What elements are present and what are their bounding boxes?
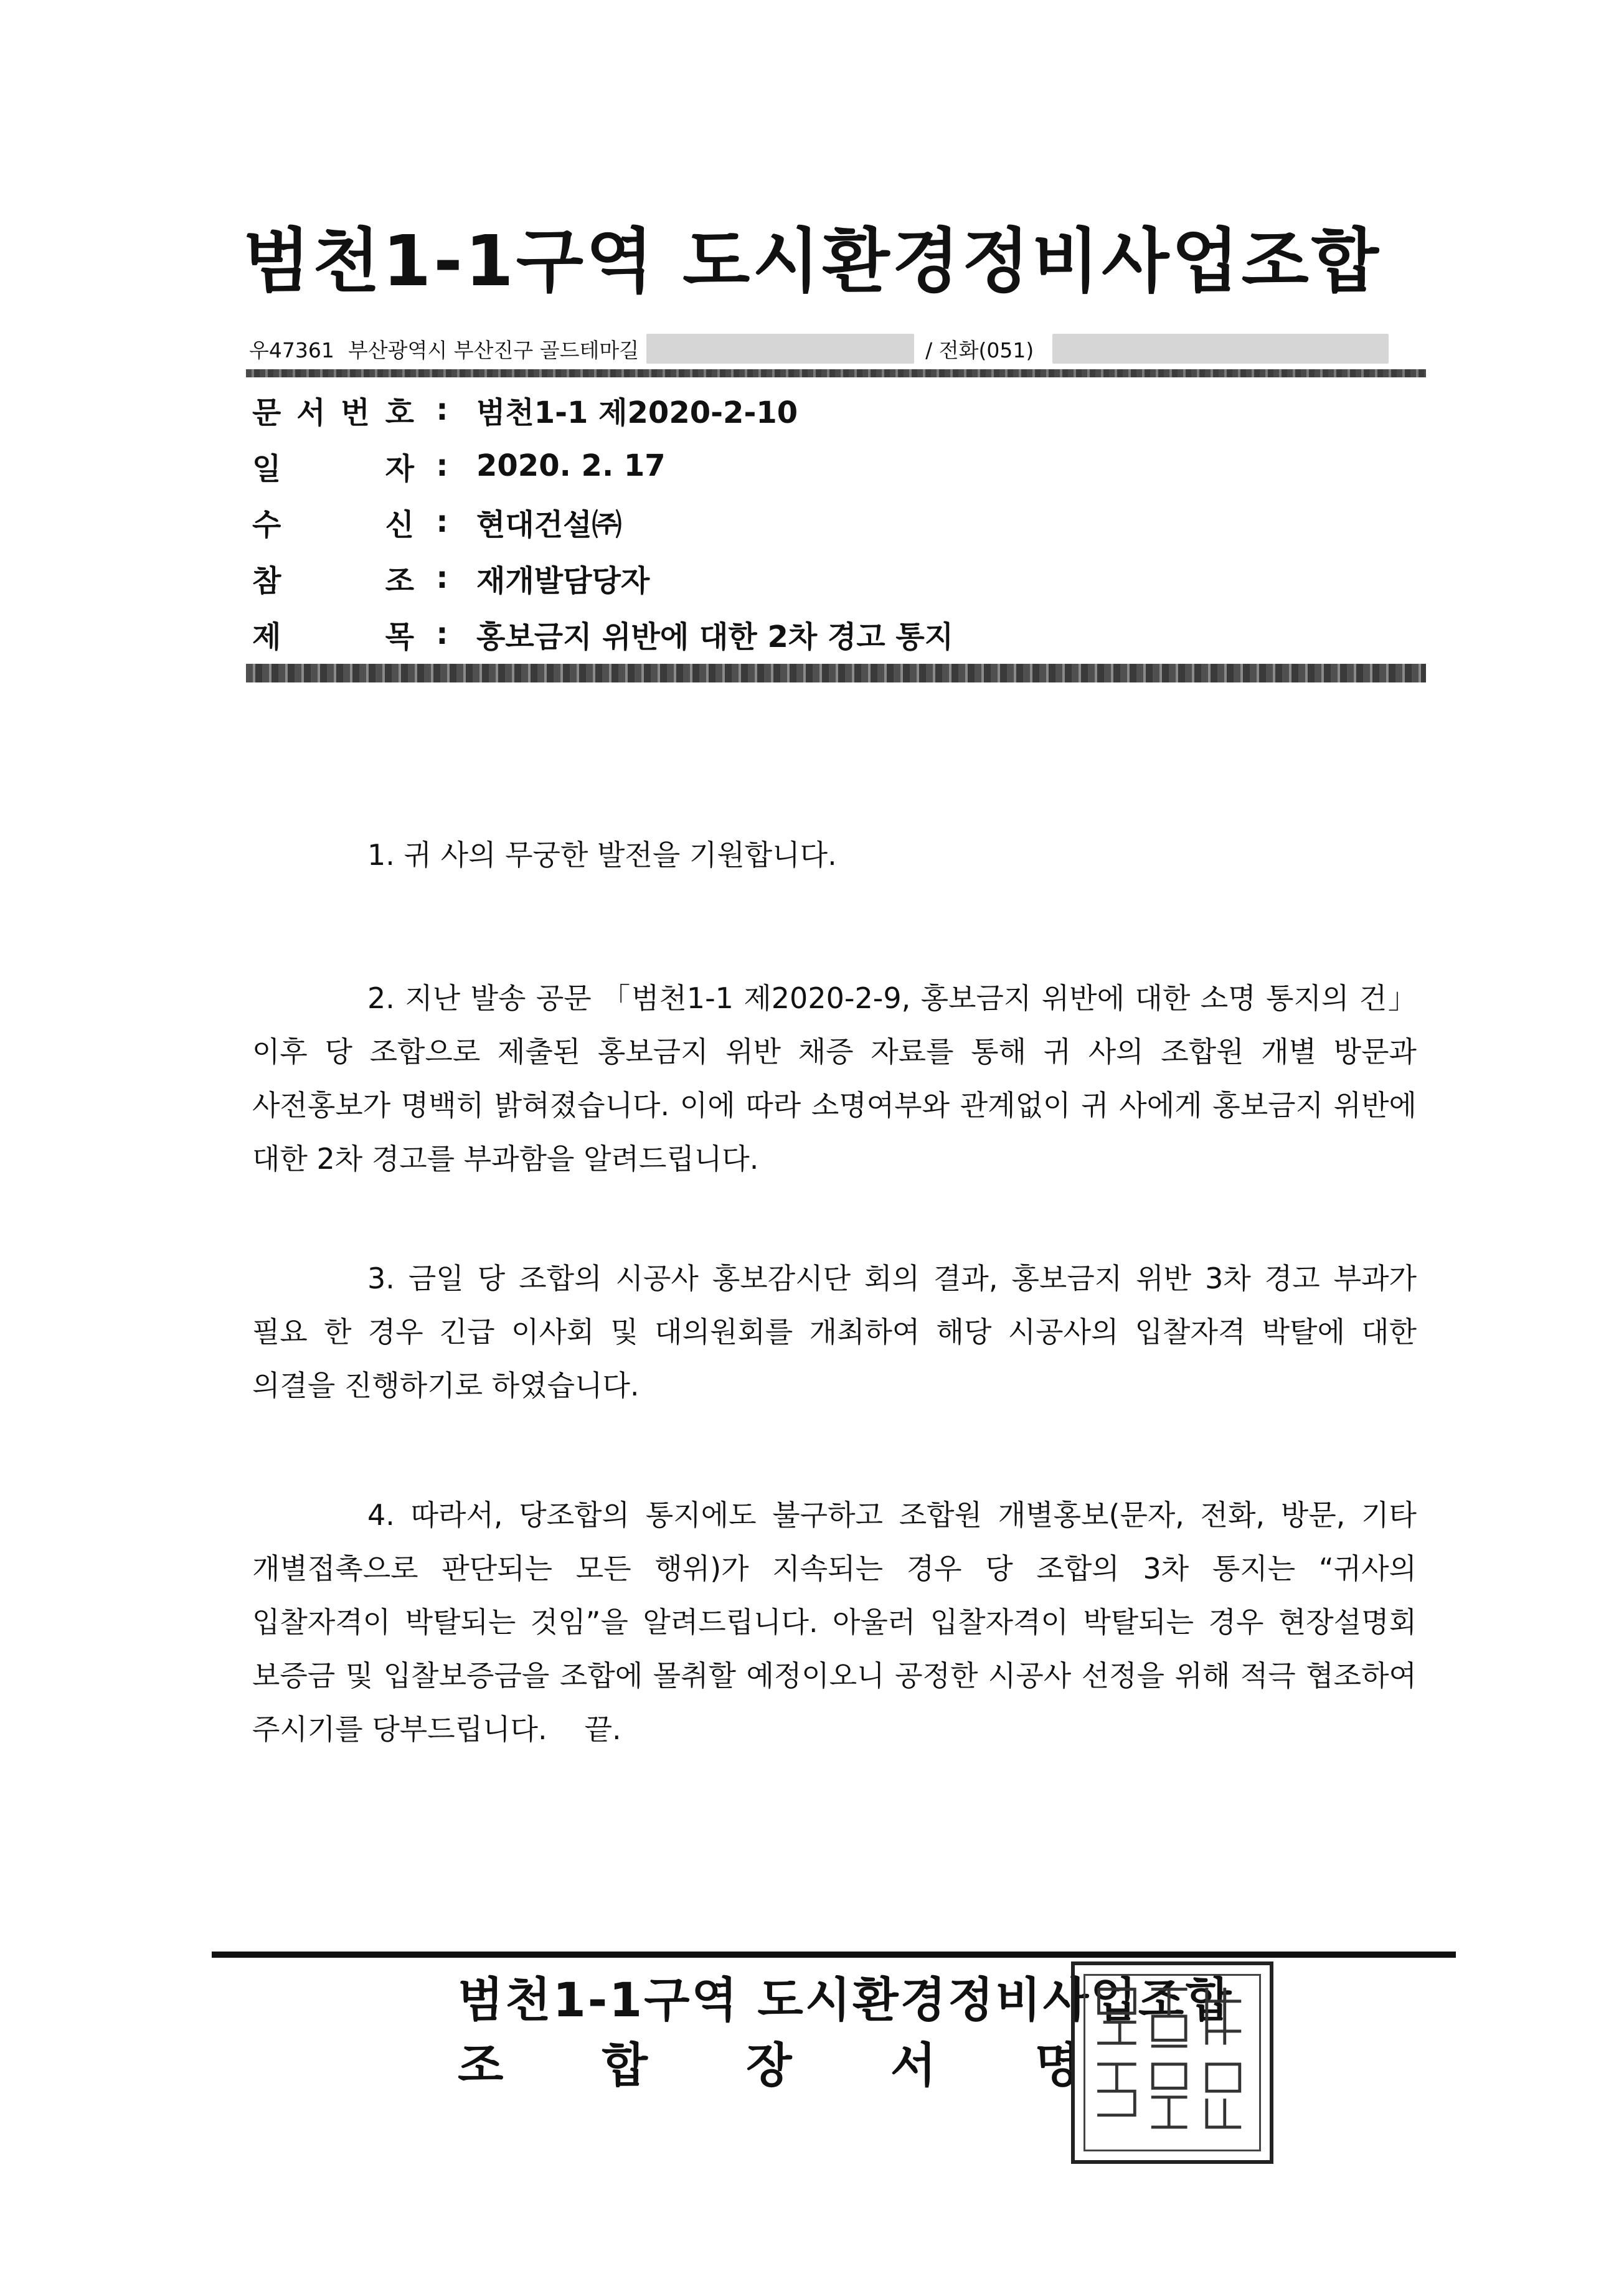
meta-label: 참 조	[252, 563, 414, 598]
seal-glyph-strokes	[1075, 1965, 1270, 2160]
recipient-value: 현대건설㈜	[476, 507, 622, 542]
subject-value: 홍보금지 위반에 대한 2차 경고 통지	[476, 619, 954, 654]
paragraph-2: 2. 지난 발송 공문 「범천1-1 제2020-2-9, 홍보금지 위반에 대한 소명 통지의 건」이후 당 조합으로 제출된 홍보금지 위반 채증 자료를 통해 귀 사의 조합원 개별 방문과 사전홍보가 명백히 밝혀졌습니다. 이에 따라 소명여부와 관계없이 귀 사에게 홍보금지 위반에 대한 2차 경고를 부과함을 알려드립니다.	[252, 981, 1417, 1176]
date-value: 2020. 2. 17	[476, 448, 666, 483]
meta-label: 수 신	[252, 507, 414, 542]
meta-subject: 제 목 : 홍보금지 위반에 대한 2차 경고 통지	[252, 615, 953, 653]
address-text: 부산광역시 부산진구 골드테마길	[347, 337, 640, 362]
end-mark: 끝.	[584, 1712, 621, 1746]
paragraph-4-text: 4. 따라서, 당조합의 통지에도 불구하고 조합원 개별홍보(문자, 전화, 방문, 기타 개별접촉으로 판단되는 모든 행위)가 지속되는 경우 당 조합의 3차 통지는 “귀사의 입찰자격이 박탈되는 것임”을 알려드립니다. 아울러 입찰자격이 박탈되는 경우 현장설명회 보증금 및 입찰보증금을 조합에 몰취할 예정이오니 공정한 시공사 선정을 위해 적극 협조하여 주시기를 당부드립니다.	[252, 1498, 1417, 1746]
official-seal	[1071, 1961, 1273, 2164]
meta-label: 문 서 번 호	[252, 395, 414, 430]
redacted-street	[646, 334, 914, 364]
meta-reference: 참 조 : 재개발담당자	[252, 559, 649, 597]
meta-label: 일 자	[252, 451, 414, 486]
reference-value: 재개발담당자	[476, 563, 650, 598]
meta-doc-number: 문 서 번 호 : 범천1-1 제2020-2-10	[252, 391, 798, 428]
meta-rule	[246, 664, 1426, 682]
paragraph-3: 3. 금일 당 조합의 시공사 홍보감시단 회의 결과, 홍보금지 위반 3차 경고 부과가 필요 한 경우 긴급 이사회 및 대의원회를 개최하여 해당 시공사의 입찰자격 박탈에 대한 의결을 진행하기로 하였습니다.	[252, 1262, 1417, 1402]
postal-code: 우47361	[249, 337, 334, 362]
doc-number-value: 범천1-1 제2020-2-10	[476, 395, 798, 430]
signature-org: 범천1-1구역 도시환경정비사업조합	[458, 1971, 1234, 2027]
signature-chair: 조 합 장 서 명	[458, 2037, 1080, 2093]
paragraph-4	[252, 1488, 1417, 1756]
signature-rule	[212, 1952, 1456, 1958]
meta-recipient: 수 신 : 현대건설㈜	[252, 503, 621, 540]
paragraph-1: 1. 귀 사의 무궁한 발전을 기원합니다.	[367, 838, 837, 872]
meta-label: 제 목	[252, 619, 414, 654]
phone-label: / 전화(051)	[925, 337, 1034, 362]
header-rule	[246, 369, 1426, 377]
redacted-phone	[1052, 334, 1389, 364]
org-title: 범천1-1구역 도시환경정비사업조합	[242, 221, 1382, 302]
address-line	[249, 333, 1389, 364]
meta-date: 일 자 : 2020. 2. 17	[252, 447, 666, 484]
